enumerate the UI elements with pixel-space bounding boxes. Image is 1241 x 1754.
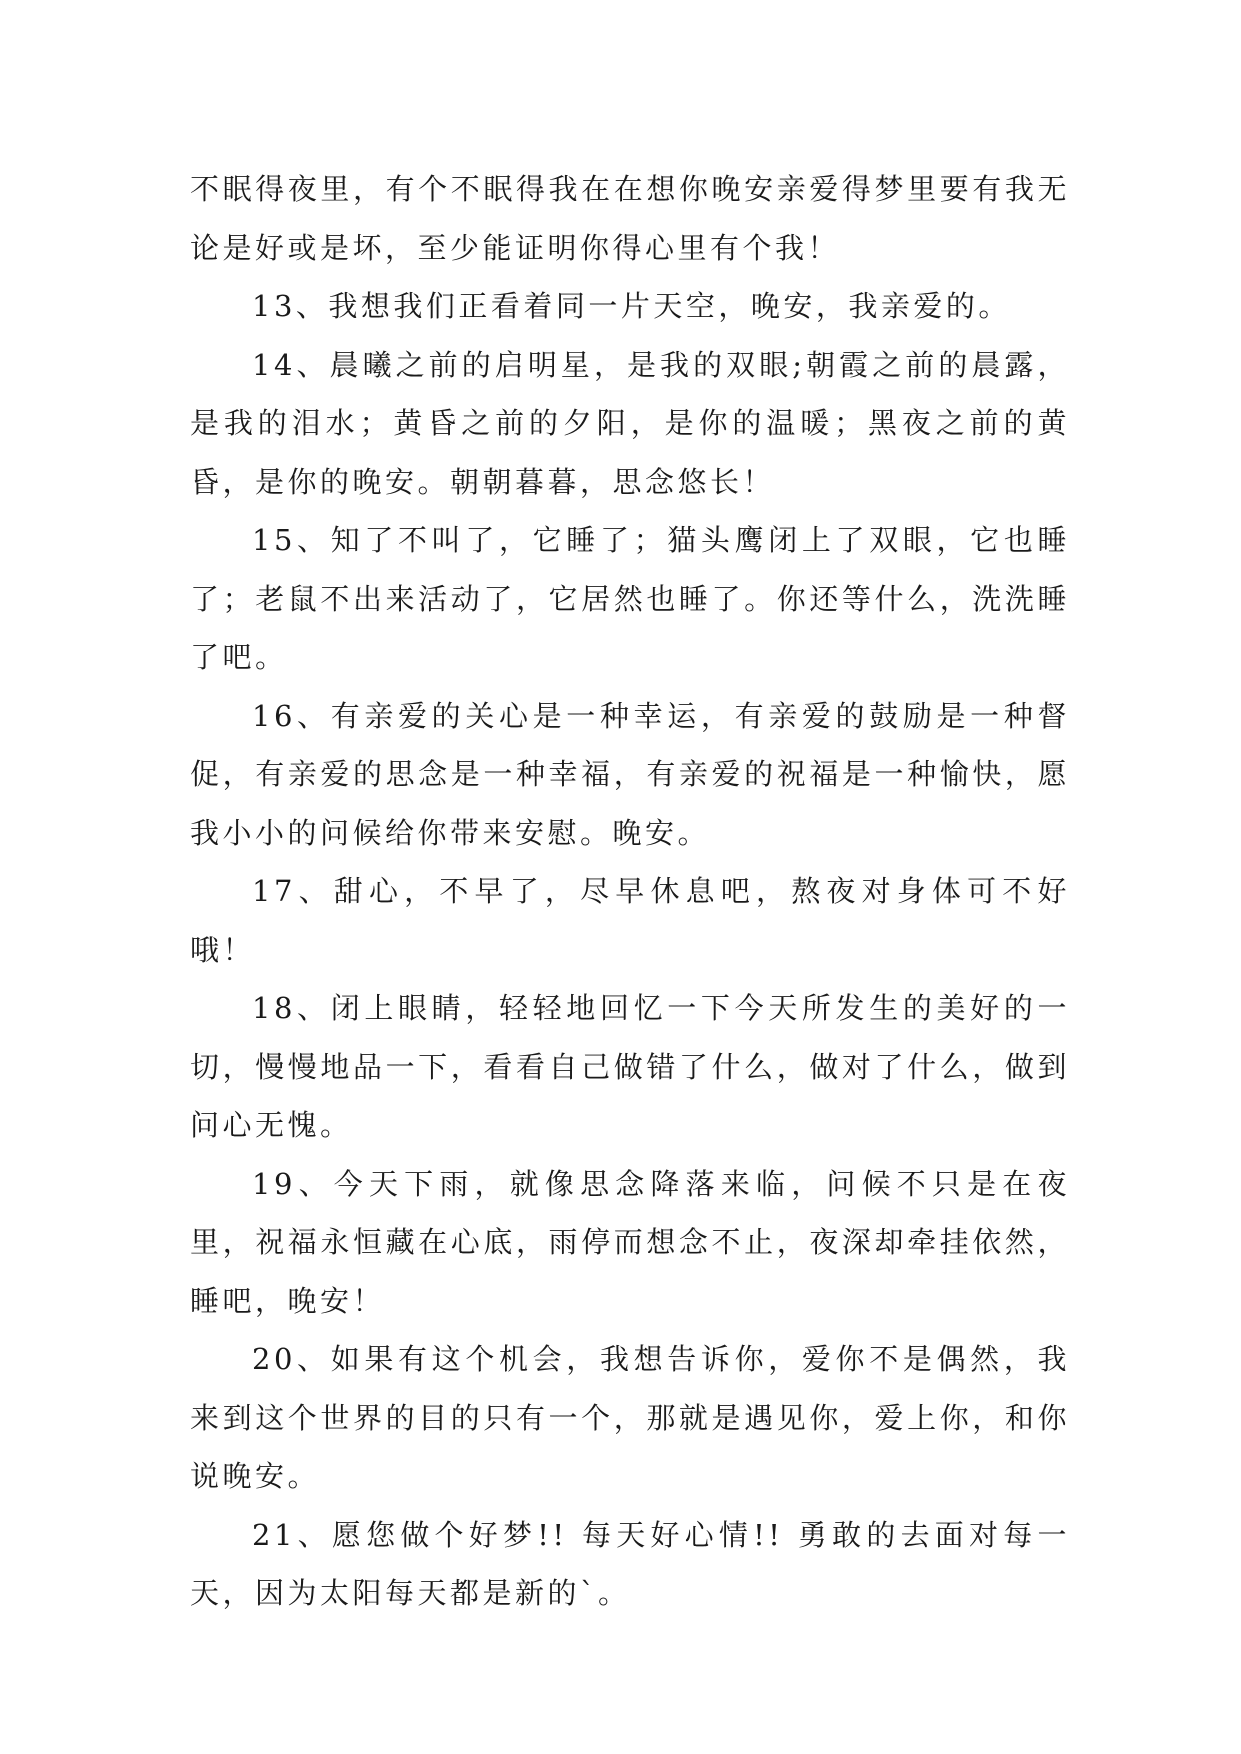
paragraph-18: 18、闭上眼睛，轻轻地回忆一下今天所发生的美好的一切，慢慢地品一下，看看自己做错了什么，做对了什么，做到问心无愧。 (190, 991, 1070, 1142)
paragraph-13: 13、我想我们正看着同一片天空，晚安，我亲爱的。 (252, 289, 1011, 323)
paragraph-16: 16、有亲爱的关心是一种幸运，有亲爱的鼓励是一种督促，有亲爱的思念是一种幸福，有亲爱的祝福是一种愉快，愿我小小的问候给你带来安慰。晚安。 (190, 698, 1070, 850)
paragraph-17: 17、甜心，不早了，尽早休息吧，熬夜对身体可不好哦！ (190, 874, 1070, 967)
paragraph-15: 15、知了不叫了，它睡了；猫头鹰闭上了双眼，它也睡了；老鼠不出来活动了，它居然也睡了。你还等什么，洗洗睡了吧。 (190, 523, 1070, 674)
paragraph-21: 21、愿您做个好梦!! 每天好心情!! 勇敢的去面对每一天，因为太阳每天都是新的`。 (190, 1517, 1070, 1610)
paragraph-continuation: 不眠得夜里，有个不眠得我在在想你晚安亲爱得梦里要有我无论是好或是坏，至少能证明你得心里有个我！ (190, 172, 1070, 265)
paragraph-14: 14、晨曦之前的启明星，是我的双眼;朝霞之前的晨露，是我的泪水；黄昏之前的夕阳，是你的温暖；黑夜之前的黄昏，是你的晚安。朝朝暮暮，思念悠长！ (190, 347, 1070, 499)
document-body (190, 160, 1070, 1623)
paragraph-20: 20、如果有这个机会，我想告诉你，爱你不是偶然，我来到这个世界的目的只有一个，那就是遇见你，爱上你，和你说晚安。 (190, 1342, 1070, 1493)
paragraph-19: 19、今天下雨，就像思念降落来临，问候不只是在夜里，祝福永恒藏在心底，雨停而想念不止，夜深却牵挂依然，睡吧，晚安！ (190, 1166, 1070, 1318)
